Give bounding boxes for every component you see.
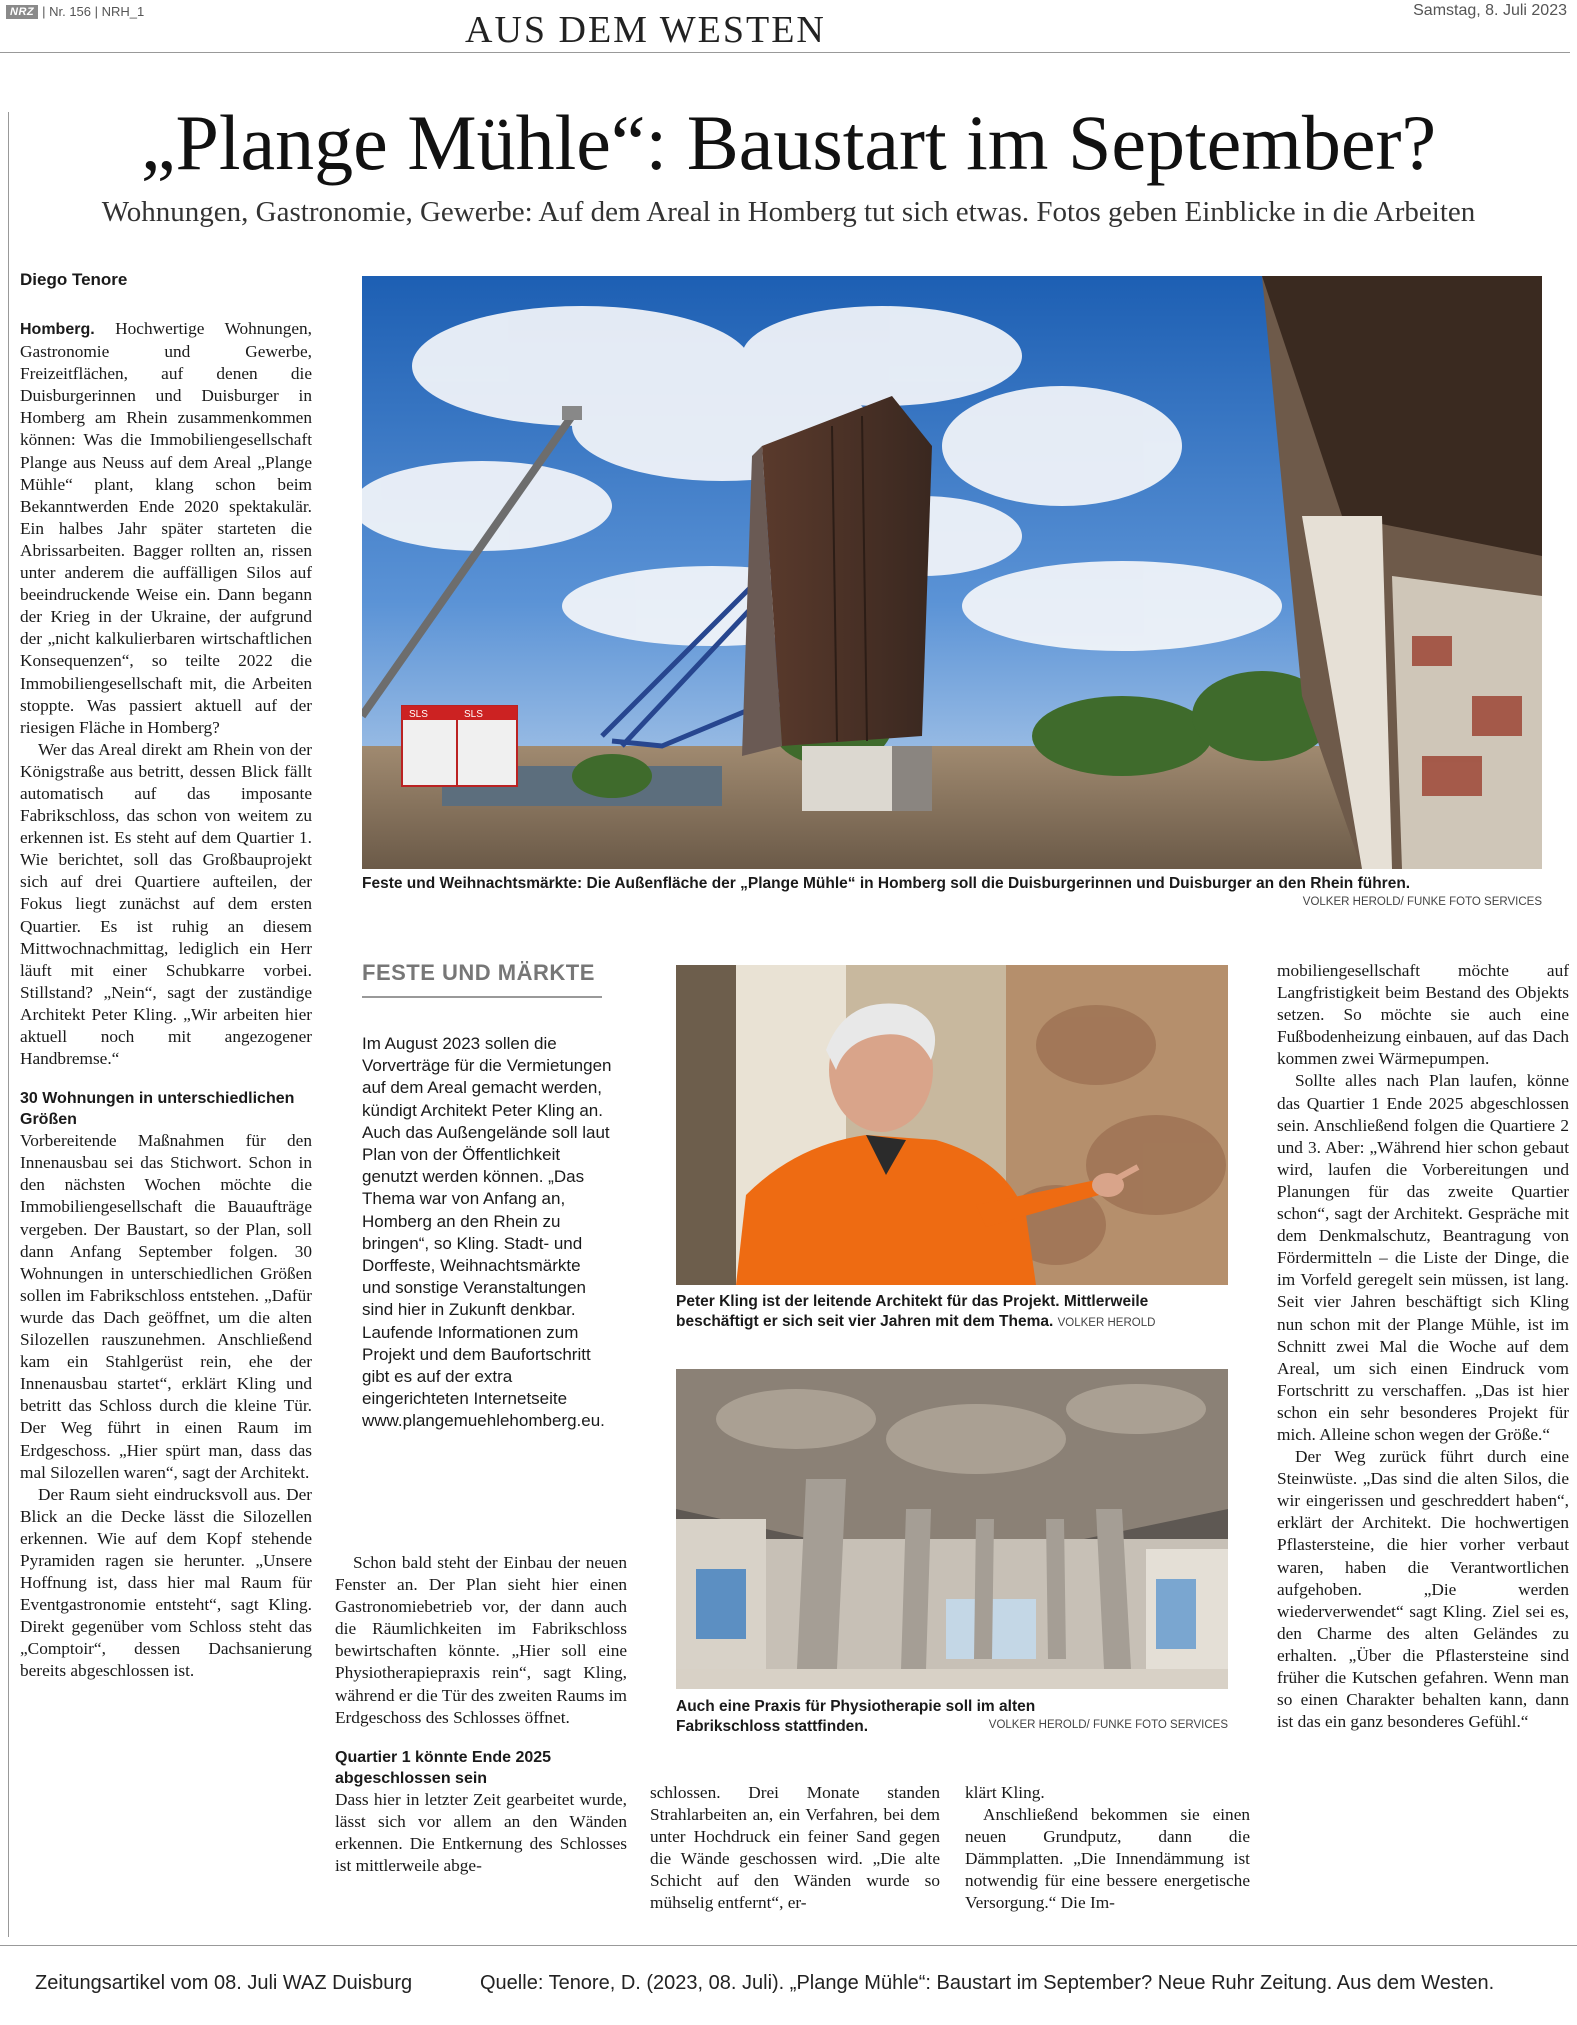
paragraph: mobiliengesellschaft möchte auf Langfristigkeit beim Bestand des Objekts setzen. So möchte sie auch eine Fußbodenheizung einbauen, auf das Dach kommen zwei Wärmepumpen. [1277,961,1569,1069]
paragraph: Anschließend bekommen sie einen neuen Grundputz, dann die Dämmplatten. „Die Innendämmung ist notwendig für eine bessere energetische Versorgung.“ Die Im- [965,1805,1250,1913]
article-headline: „Plange Mühle“: Baustart im September? [140,99,1437,186]
paragraph: Wer das Areal direkt am Rhein von der Königstraße aus betritt, dessen Blick fällt automatisch auf das imposante Fabrikschloss, das schon von weitem zu erkennen ist. Es steht auf dem Quartier 1. Wie berichtet, soll das Großbauprojekt sich auf drei Quartiere aufteilen, der Fokus liegt zunächst auf dem ersten Quartier. Es ist ruhig an diesem Mittwochnachmittag, lediglich ein Herr läuft mit einer Schubkarre vorbei. Stillstand? „Nein“, sagt der zuständige Architekt Peter Kling. „Wir arbeiten hier aktuell noch mit angezogener Handbremse.“ [20,739,312,1069]
paragraph-text: Hochwertige Wohnungen, Gastronomie und Gewerbe, Freizeitflächen, auf denen die Duisburgerinnen und Duisburger in Homberg am Rhein zusammenkommen können: Was die Immobiliengesellschaft Plange aus Neuss auf dem Areal „Plange Mühle“ plant, klang schon beim Bekanntwerden Ende 2020 spektakulär. Ein halbes Jahr später starteten die Abrissarbeiten. Bagger rollten an, rissen unter anderem die auffälligen Silos auf beeindruckende Weise ein. Dann begann der Krieg in der Ukraine, der aufgrund der „nicht kalkulierbaren wirtschaftlichen Konsequenzen“, so teilte 2022 die Immobiliengesellschaft mit, die Arbeiten stoppte. Was passiert aktuell auf der riesigen Fläche in Homberg? [20,319,312,737]
architect-photo-illustration [676,965,1228,1285]
paragraph: Vorbereitende Maßnahmen für den Innenausbau sei das Stichwort. Schon in den nächsten Wochen möchte die Immobiliengesellschaft die Bauaufträge vergeben. Der Baustart, so der Plan, soll dann Anfang September folgen. 30 Wohnungen in unterschiedlichen Größen sollen im Fabrikschloss entstehen. „Dafür wurde das Dach geöffnet, um die alten Silozellen rauszunehmen. Anschließend kam ein Stahlgerüst rein, ehe der Innenausbau startet“, erklärt Kling und betritt das Schloss durch die kleine Tür. Der Weg führt in einen Raum im Erdgeschoss. „Hier spürt man, dass das mal Silozellen waren“, sagt der Architekt. [20,1131,312,1482]
footer-note: Zeitungsartikel vom 08. Juli WAZ Duisburg [35,1972,413,1994]
info-box-divider [362,996,602,998]
intertitle: Quartier 1 könnte Ende 2025 abgeschlossen sein [335,1748,552,1787]
photo-3-credit: VOLKER HEROLD/ FUNKE FOTO SERVICES [988,1719,1228,1731]
photo-1-credit: VOLKER HEROLD/ FUNKE FOTO SERVICES [1302,896,1542,908]
article-column-2 [335,1552,627,1877]
article-subheadline: Wohnungen, Gastronomie, Gewerbe: Auf dem Areal in Homberg tut sich etwas. Fotos geben Einblicke in die Arbeiten [101,196,1476,228]
dateline: Homberg. [20,321,95,338]
photo-plange-muehle-exterior [362,276,1542,869]
paragraph: schlossen. Drei Monate standen Strahlarbeiten an, ein Verfahren, bei dem unter Hochdruck ein feiner Sand gegen die Wände geschossen wird. „Die alte Schicht auf den Wänden wurde so mühselig entfernt“, er- [650,1783,940,1913]
footer-citation: Quelle: Tenore, D. (2023, 08. Juli). „Plange Mühle“: Baustart im September? Neue Ruhr Zeitung. Aus dem Westen. [480,1972,1495,1994]
info-box-text: Im August 2023 sollen die Vorverträge für die Vermietungen auf dem Areal gemacht werden, kündigt Architekt Peter Kling an. Auch das Außengelände soll laut Plan von der Öffentlichkeit genutzt werden können. „Das Thema war von Anfang an, Homberg an den Rhein zu bringen“, so Kling. Stadt- und Dorffeste, Weihnachtsmärkte und sonstige Veranstaltungen sind hier in Zukunft denkbar. Laufende Informationen zum Projekt und dem Baufortschritt gibt es auf der extra eingerichteten Internetseite www.plangemuehlehomberg.eu. [362,1034,612,1431]
issue-number: | Nr. 156 | NRH_1 [42,4,145,19]
masthead [0,0,1577,56]
footer-divider [0,1945,1577,1946]
construction-sign-label: SLS [409,709,428,720]
paragraph: Der Raum sieht eindrucksvoll aus. Der Blick an die Decke lässt die Silozellen erkennen. Wie auf dem Kopf stehende Pyramiden ragen sie herunter. „Unsere Hoffnung ist, dass hier mal Raum für Eventgastronomie entsteht“, sagt Kling. Direkt gegenüber vom Schloss steht das „Comptoir“, dessen Dachsanierung bereits abgeschlossen ist. [20,1484,312,1681]
article-column-3 [650,1782,940,1915]
paragraph: klärt Kling. [965,1783,1045,1802]
intertitle: 30 Wohnungen in unterschiedlichen Größen [20,1090,295,1129]
masthead-divider [0,52,1570,53]
photo-1-caption: Feste und Weihnachtsmärkte: Die Außenfläche der „Plange Mühle“ in Homberg soll die Duisburgerinnen und Duisburger an den Rhein führen. [362,875,1411,892]
interior-photo-illustration [676,1369,1228,1689]
issue-date: Samstag, 8. Juli 2023 [1413,2,1567,19]
exterior-photo-illustration [362,276,1542,869]
paragraph: Schon bald steht der Einbau der neuen Fenster an. Der Plan sieht hier einen Gastronomiebetrieb vor, der dann auch die Räumlichkeiten im Fabrikschloss bewirtschaften könnte. „Hier soll eine Physiotherapiepraxis rein“, sagt Kling, während er die Tür des zweiten Raums im Erdgeschoss des Schlosses öffnet. [335,1553,627,1727]
photo-2-caption-text: Peter Kling ist der leitende Architekt für das Projekt. Mittlerweile beschäftigt er sich seit vier Jahren mit dem Thema. [676,1293,1149,1330]
photo-architect-peter-kling [676,965,1228,1285]
left-margin-rule [8,112,9,1937]
article-column-5 [1277,960,1569,1733]
author-byline: Diego Tenore [20,270,128,289]
paragraph: Dass hier in letzter Zeit gearbeitet wurde, lässt sich vor allem an den Wänden erkennen. Die Entkernung des Schlosses ist mittlerweile abge- [335,1789,627,1876]
section-title: AUS DEM WESTEN [465,9,826,51]
photo-2-credit: VOLKER HEROLD [1057,1317,1156,1329]
info-box-title: FESTE UND MÄRKTE [362,960,595,985]
photo-factory-interior [676,1369,1228,1689]
paragraph [20,318,312,739]
photo-3-caption: Auch eine Praxis für Physiotherapie soll im alten Fabrikschloss stattfinden. [676,1698,1036,1735]
photo-2-caption [676,1292,1228,1333]
masthead-issue-info [6,4,144,19]
article-column-1 [20,318,312,1683]
article-column-4 [965,1782,1250,1915]
paragraph: Der Weg zurück führt durch eine Steinwüste. „Das sind die alten Silos, die wir eingerissen und geschreddert haben“, erklärt der Architekt. Die hochwertigen Pflastersteine, die hier vorher verbaut waren, haben die Verantwortlichen aufgehoben. „Die werden wiederverwendet“ sagt Kling. Ziel sei es, den Charme des alten Geländes zu erhalten. „Über die Pflastersteine sind früher die Kutschen gefahren. Wenn man so einen Charakter behalten kann, dann ist das ein ganz besonderes Gefühl.“ [1277,1447,1569,1732]
construction-sign-label: SLS [464,709,483,720]
newspaper-logo: NRZ [6,5,38,19]
paragraph: Sollte alles nach Plan laufen, könne das Quartier 1 Ende 2025 abgeschlossen sein. Anschließend folgen die Quartiere 2 und 3. Aber: „Während hier schon gebaut wird, laufen die Vorbereitungen und Planungen für das zweite Quartier schon“, sagt der Architekt. Gespräche mit dem Denkmalschutz, Beantragung von Fördermitteln – die Liste der Dinge, die im Vorfeld geregelt sein müssen, ist lang. Seit vier Jahren beschäftigt sich Kling nun schon mit der Plange Mühle, ist im Schnitt zwei Mal die Woche auf dem Areal, um sich einen Eindruck vom Fortschritt zu verschaffen. „Das ist hier schon ein sehr besonderes Projekt für mich. Alleine schon wegen der Größe.“ [1277,1071,1569,1444]
